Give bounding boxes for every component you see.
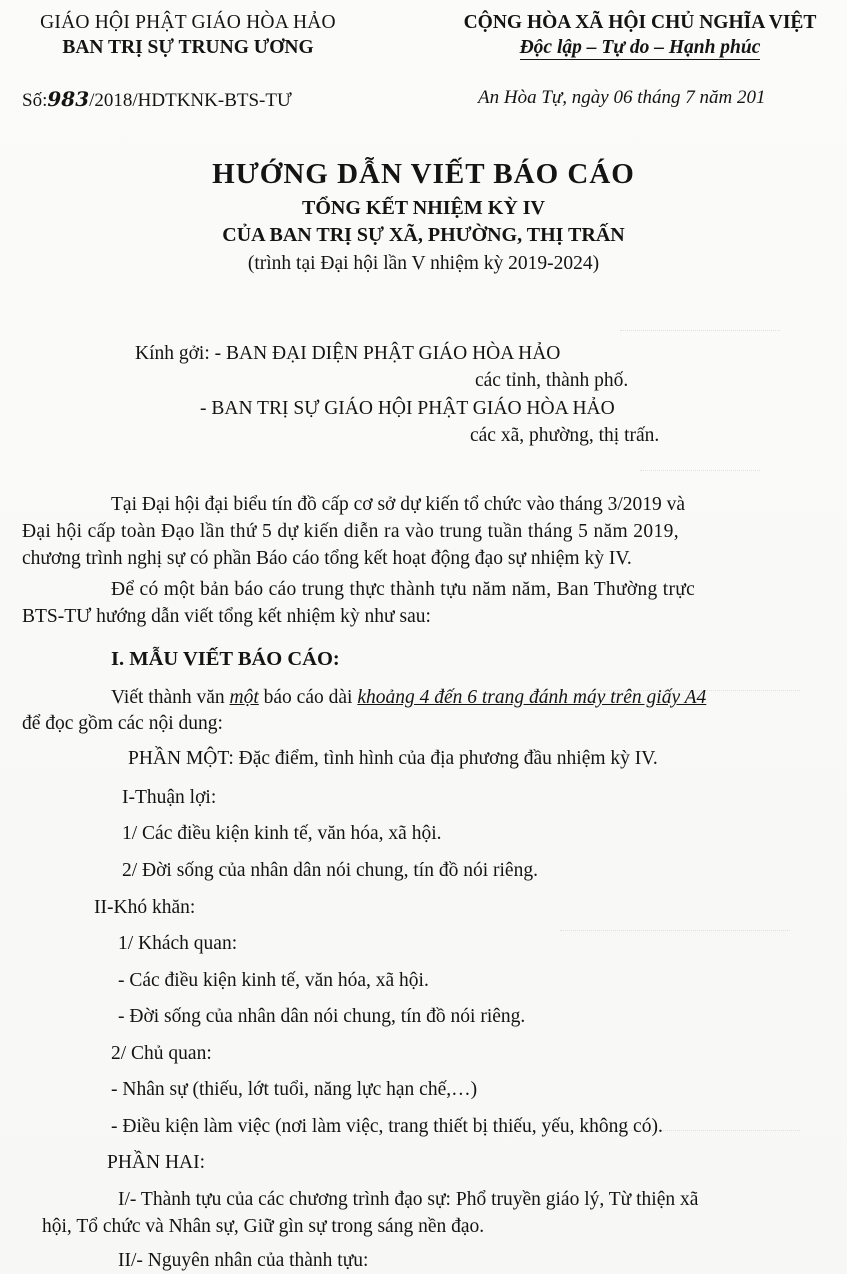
department-name: BAN TRỊ SỰ TRUNG ƯƠNG — [62, 37, 314, 58]
difficulty-subjective: 2/ Chủ quan: — [111, 1043, 212, 1064]
paragraph-1-line-2: Đại hội cấp toàn Đạo lần thứ 5 dự kiến diễn ra vào trung tuần tháng 5 năm 2019, — [22, 521, 679, 542]
recipient-line-3: - BAN TRỊ SỰ GIÁO HỘI PHẬT GIÁO HÒA HẢO — [200, 398, 615, 419]
doc-no-prefix: Số: — [22, 90, 48, 111]
achievements-line-1: I/- Thành tựu của các chương trình đạo sự: Phổ truyền giáo lý, Từ thiện xã — [118, 1189, 699, 1210]
p3-text-c: báo cáo dài — [258, 687, 358, 708]
section-heading: I. MẪU VIẾT BÁO CÁO: — [111, 648, 340, 670]
difficulty-subjective-item-2: - Điều kiện làm việc (nơi làm việc, trang thiết bị thiếu, yếu, không có). — [111, 1116, 663, 1137]
document-number — [22, 87, 292, 112]
part-one: PHẦN MỘT: Đặc điểm, tình hình của địa phương đầu nhiệm kỳ IV. — [128, 748, 658, 769]
national-motto-text: Độc lập – Tự do – Hạnh phúc — [519, 37, 761, 58]
paragraph-2-line-1: Để có một bản báo cáo trung thực thành tựu năm năm, Ban Thường trực — [111, 579, 696, 600]
p3-text-emphasis-2: khoảng 4 đến 6 trang đánh máy trên giấy A4 — [357, 687, 707, 708]
paragraph-3-line-1 — [111, 687, 706, 709]
document-subtitle-3: (trình tại Đại hội lần V nhiệm kỳ 2019-2024) — [247, 253, 600, 274]
paragraph-1-line-3: chương trình nghị sự có phần Báo cáo tổng kết hoạt động đạo sự nhiệm kỳ IV. — [22, 548, 632, 569]
doc-no-handwritten: 983 — [47, 87, 90, 111]
difficulty-objective: 1/ Khách quan: — [118, 933, 238, 954]
paragraph-3-line-2: để đọc gồm các nội dung: — [22, 713, 223, 734]
difficulties-heading: II-Khó khăn: — [94, 897, 196, 918]
part-two: PHẦN HAI: — [107, 1152, 206, 1173]
national-title: CỘNG HÒA XÃ HỘI CHỦ NGHĨA VIỆT — [463, 12, 817, 33]
paragraph-1-line-1: Tại Đại hội đại biểu tín đồ cấp cơ sở dự kiến tổ chức vào tháng 3/2019 và — [111, 494, 686, 515]
place-date: An Hòa Tự, ngày 06 tháng 7 năm 201 — [478, 87, 766, 108]
recipient-line-2: các tỉnh, thành phố. — [475, 370, 629, 391]
advantages-heading: I-Thuận lợi: — [122, 787, 217, 808]
advantage-item-1: 1/ Các điều kiện kinh tế, văn hóa, xã hội. — [122, 823, 442, 844]
recipient-line-1: Kính gởi: - BAN ĐẠI DIỆN PHẬT GIÁO HÒA HẢO — [135, 343, 561, 364]
organization-name: GIÁO HỘI PHẬT GIÁO HÒA HẢO — [40, 12, 336, 33]
national-header — [420, 10, 847, 60]
p3-text-emphasis-1: một — [229, 687, 259, 708]
p3-text-a: Viết thành văn — [111, 687, 230, 708]
document-title: HƯỚNG DẪN VIẾT BÁO CÁO — [212, 158, 635, 190]
reasons-heading: II/- Nguyên nhân của thành tựu: — [118, 1250, 369, 1271]
paragraph-2-line-2: BTS-TƯ hướng dẫn viết tổng kết nhiệm kỳ như sau: — [22, 606, 431, 627]
organization-header — [18, 10, 358, 60]
difficulty-subjective-item-1: - Nhân sự (thiếu, lớt tuổi, năng lực hạn chế,…) — [111, 1079, 478, 1100]
doc-no-suffix: /2018/HDTKNK-BTS-TƯ — [89, 90, 292, 111]
national-motto — [420, 35, 847, 60]
recipient-line-4: các xã, phường, thị trấn. — [470, 425, 660, 446]
document-subtitle-2: CỦA BAN TRỊ SỰ XÃ, PHƯỜNG, THỊ TRẤN — [222, 224, 625, 246]
difficulty-objective-item-1: - Các điều kiện kinh tế, văn hóa, xã hội. — [118, 970, 429, 991]
document-subtitle-1: TỔNG KẾT NHIỆM KỲ IV — [302, 197, 545, 219]
difficulty-objective-item-2: - Đời sống của nhân dân nói chung, tín đồ nói riêng. — [118, 1006, 526, 1027]
achievements-line-2: hội, Tổ chức và Nhân sự, Giữ gìn sự trong sáng nền đạo. — [42, 1216, 485, 1237]
advantage-item-2: 2/ Đời sống của nhân dân nói chung, tín đồ nói riêng. — [122, 860, 538, 881]
